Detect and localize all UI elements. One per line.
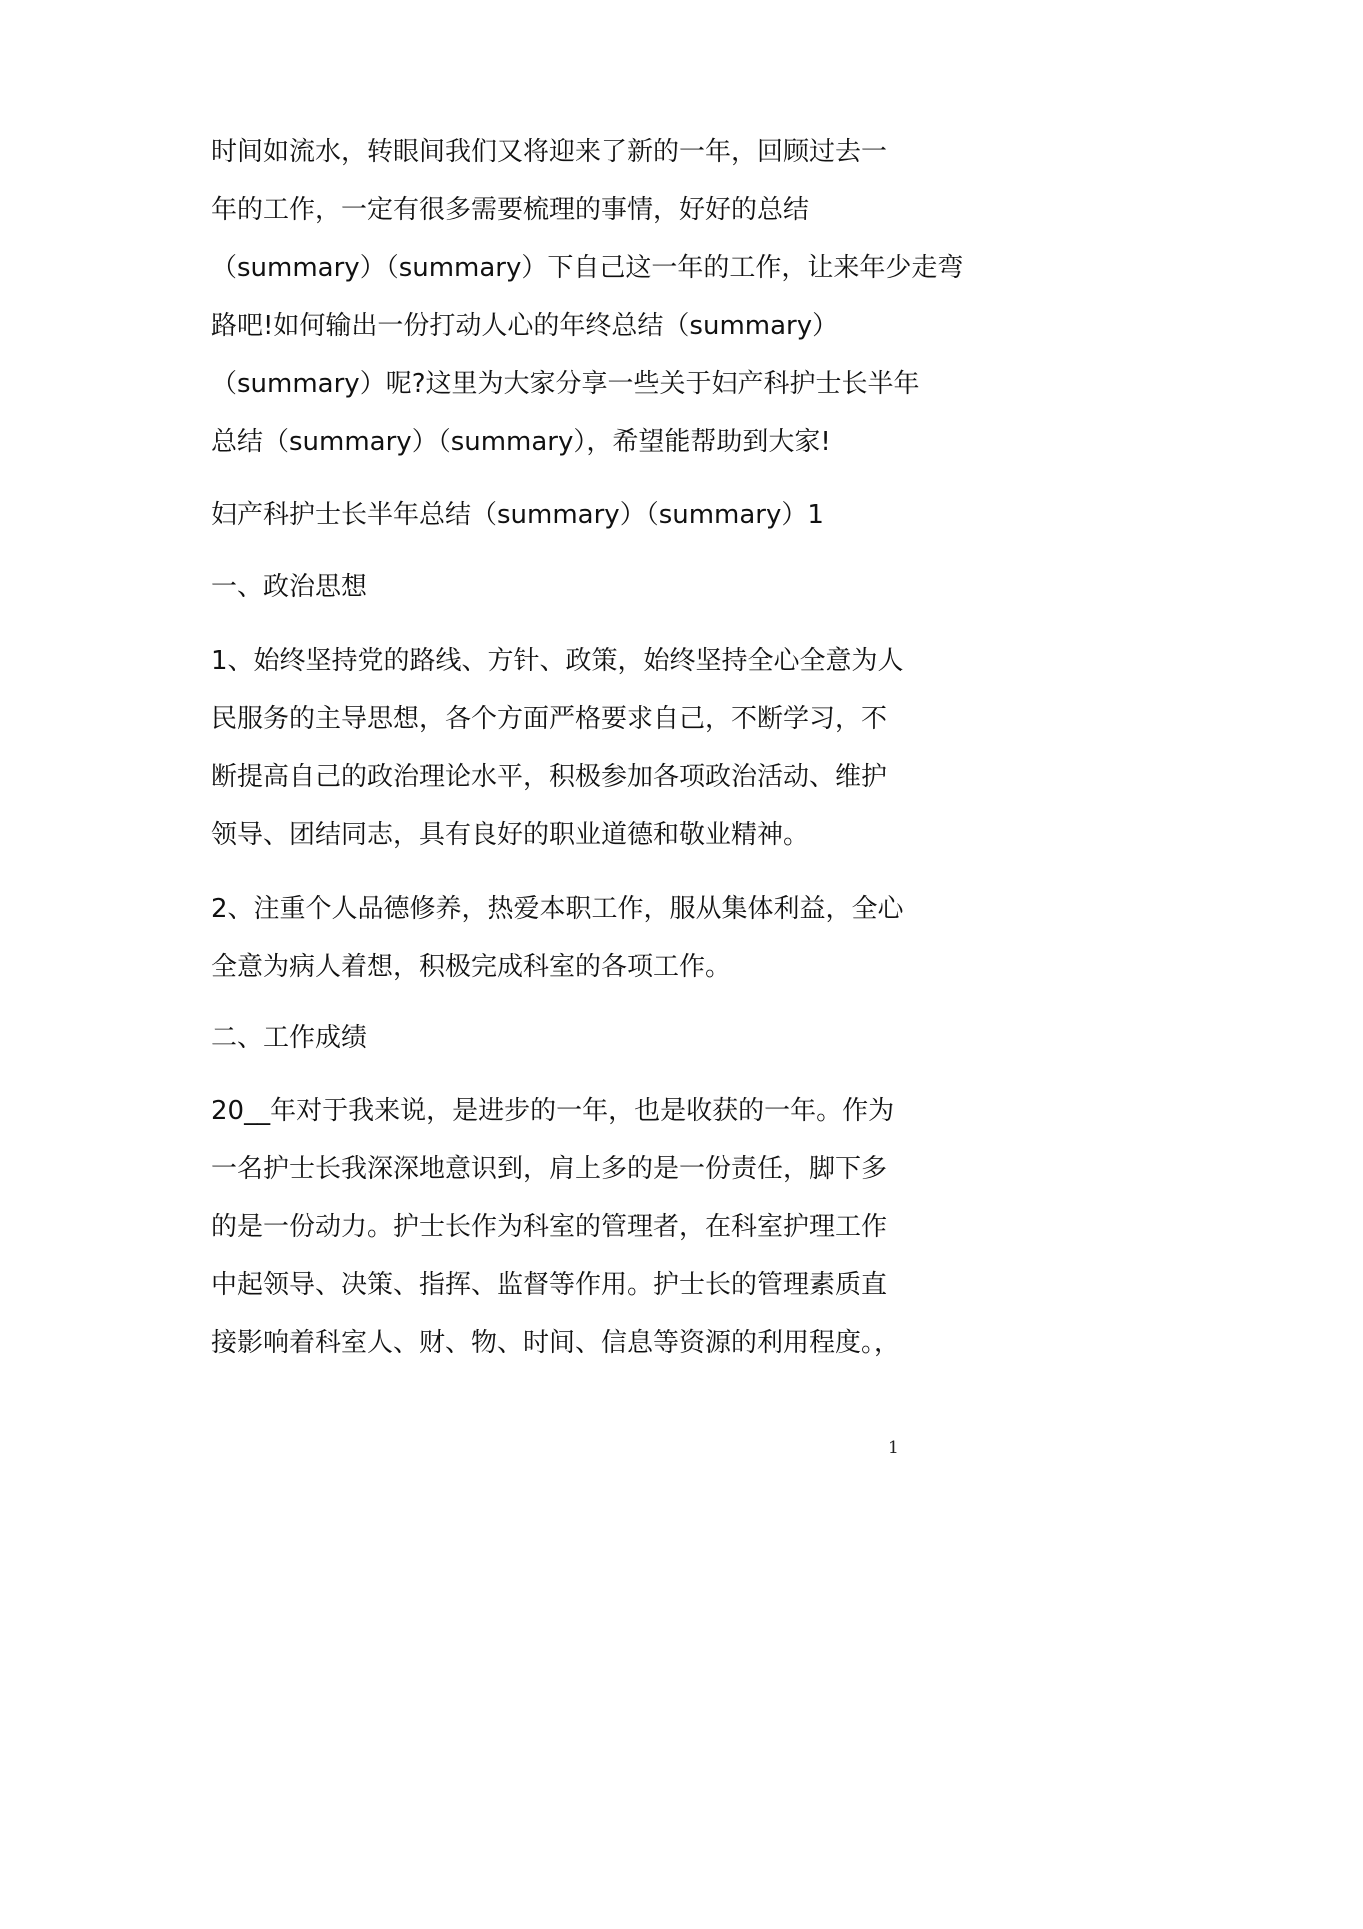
page-number: 1 xyxy=(888,1438,899,1458)
paragraph-line: 一名护士长我深深地意识到，肩上多的是一份责任，脚下多 xyxy=(211,1154,888,1184)
item-line: 领导、团结同志，具有良好的职业道德和敬业精神。 xyxy=(211,820,810,850)
intro-line: 总结（summary）（summary），希望能帮助到大家! xyxy=(211,427,831,457)
section-heading: 二、工作成绩 xyxy=(211,1023,368,1053)
document-title: 妇产科护士长半年总结（summary）（summary）1 xyxy=(211,500,824,530)
intro-line: 年的工作，一定有很多需要梳理的事情，好好的总结 xyxy=(211,195,810,225)
item-line: 断提高自己的政治理论水平，积极参加各项政治活动、维护 xyxy=(211,762,888,792)
paragraph-line: 接影响着科室人、财、物、时间、信息等资源的利用程度。， xyxy=(211,1328,901,1358)
item-line: 全意为病人着想，积极完成科室的各项工作。 xyxy=(211,952,732,982)
intro-line: （summary）呢?这里为大家分享一些关于妇产科护士长半年 xyxy=(211,369,920,399)
intro-line: 路吧!如何输出一份打动人心的年终总结（summary） xyxy=(211,311,839,341)
item-line: 民服务的主导思想，各个方面严格要求自己，不断学习，不 xyxy=(211,704,888,734)
intro-line: （summary）（summary）下自己这一年的工作，让来年少走弯 xyxy=(211,253,964,283)
paragraph-line: 20__年对于我来说，是进步的一年，也是收获的一年。作为 xyxy=(211,1096,895,1126)
section-heading: 一、政治思想 xyxy=(211,572,368,602)
intro-line: 时间如流水，转眼间我们又将迎来了新的一年，回顾过去一 xyxy=(211,137,888,167)
paragraph-line: 的是一份动力。护士长作为科室的管理者，在科室护理工作 xyxy=(211,1212,888,1242)
item-line: 2、注重个人品德修养，热爱本职工作，服从集体利益，全心 xyxy=(211,894,904,924)
paragraph-line: 中起领导、决策、指挥、监督等作用。护士长的管理素质直 xyxy=(211,1270,888,1300)
item-line: 1、始终坚持党的路线、方针、政策，始终坚持全心全意为人 xyxy=(211,646,904,676)
